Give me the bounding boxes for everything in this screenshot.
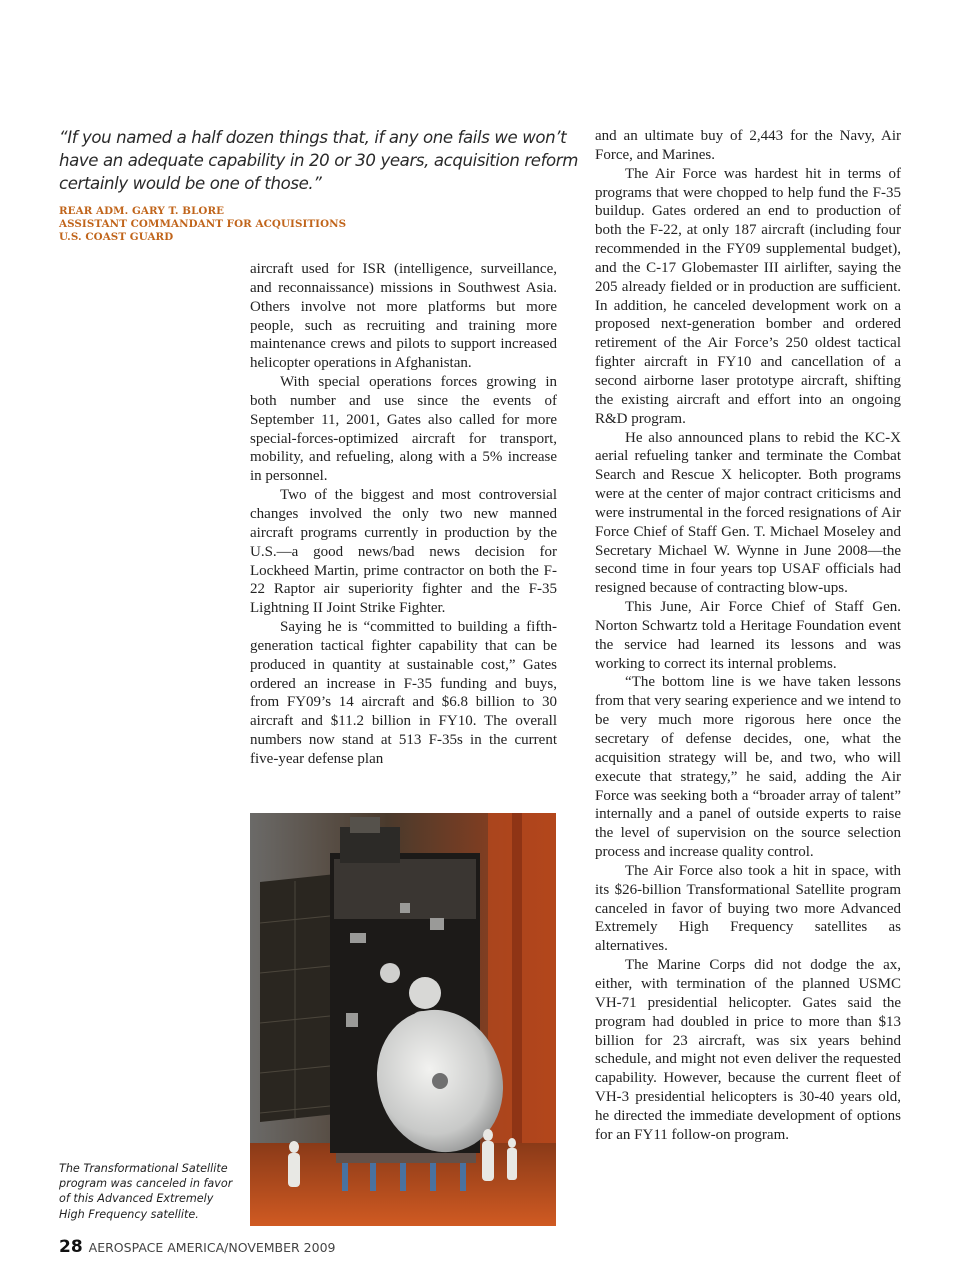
attribution-org: U.S. COAST GUARD bbox=[59, 231, 174, 243]
body-paragraph: and an ultimate buy of 2,443 for the Navy, Air Force, and Marines. bbox=[595, 128, 901, 163]
pull-quote: “If you named a half dozen things that, if any one fails we won’t have an adequate capability in 20 or 30 years, acquisition reform certainly would be one of those.” bbox=[59, 128, 578, 193]
body-paragraph: The Air Force was hardest hit in terms of programs that were chopped to help fund the F-35 buildup. Gates ordered an end to production of both the F-22, at only 187 aircraft (including four recommended in the FY09 supplemental budget), and the C-17 Globemaster III airlifter, saying the 205 already fielded or in production are sufficient. In addition, he canceled development work on a proposed next-generation bomber and ordered retirement of the Air Force’s 250 oldest tactical fighter aircraft in FY10 and cancellation of a second airborne laser prototype aircraft, shifting the existing aircraft and effort into an ongoing R&D program. bbox=[595, 165, 901, 427]
body-paragraph: The Air Force also took a hit in space, with its $26-billion Transformational Satellite program canceled in favor of buying two more Advanced Extremely High Frequency satellites as alternatives. bbox=[595, 862, 901, 955]
page-footer bbox=[59, 1237, 459, 1257]
body-paragraph: “The bottom line is we have taken lessons from that very searing experience and we intend to be very much more rigorous here once the secretary of defense decides, one, what the acquisition strategy will be, and two, who will execute that strategy,” he said, adding the Air Force was seeking both a “broader array of talent” internally and a panel of outside experts to raise the level of supervision on the source selection process and increase quality control. bbox=[595, 674, 901, 861]
attribution-name: REAR ADM. GARY T. BLORE bbox=[59, 205, 225, 217]
body-paragraph: aircraft used for ISR (intelligence, surveillance, and reconnaissance) missions in Southwest Asia. Others involve not more platforms but more people, such as recruiting and training more maintenance crews and pilots to support increased helicopter operations in Afghanistan. bbox=[250, 261, 557, 372]
page-number: 28 bbox=[59, 1237, 83, 1257]
body-paragraph: The Marine Corps did not dodge the ax, either, with termination of the planned USMC VH-71 presidential helicopter. Gates said the program had doubled in price to more than $13 billion for 23 aircraft, was six years behind schedule, and might not even deliver the requested capability. However, because the current fleet of VH-3 presidential helicopters is 30-40 years old, he directed the immediate development of options for an FY11 follow-on program. bbox=[595, 957, 901, 1143]
right-column bbox=[595, 127, 901, 1145]
body-paragraph: He also announced plans to rebid the KC-X aerial refueling tanker and terminate the Combat Search and Rescue X helicopter. Both programs were at the center of major contract criticisms and were instrumental in the forced resignations of Air Force Chief of Staff Gen. T. Michael Moseley and Secretary Michael W. Wynne in June 2008—the second time in four years top USAF officials had resigned because of contracting blow-ups. bbox=[595, 429, 901, 597]
publication-line: AEROSPACE AMERICA/NOVEMBER 2009 bbox=[88, 1240, 336, 1255]
satellite-photo bbox=[250, 813, 556, 1226]
body-paragraph: Saying he is “committed to building a fifth-generation tactical fighter capability that can be produced in quantity at sustainable cost,” Gates ordered an increase in F-35 funding and buys, from FY09’s 14 aircraft and $6.8 billion to 30 aircraft and $11.2 billion in FY10. The overall numbers now stand at 513 F-35s in the current five-year defense plan bbox=[250, 619, 557, 767]
attribution-title: ASSISTANT COMMANDANT FOR ACQUISITIONS bbox=[59, 218, 347, 230]
middle-column bbox=[250, 260, 557, 769]
body-paragraph: This June, Air Force Chief of Staff Gen. Norton Schwartz told a Heritage Foundation event the service had learned its lessons and was working to correct its internal problems. bbox=[595, 599, 901, 672]
quote-attribution bbox=[59, 205, 419, 244]
body-paragraph: Two of the biggest and most controversial changes involved the only two new manned aircraft programs currently in production by the U.S.—a good news/bad news decision for Lockheed Martin, prime contractor on both the F-22 Raptor air superiority fighter and the F-35 Lightning II Joint Strike Fighter. bbox=[250, 487, 557, 617]
body-paragraph: With special operations forces growing in both number and use since the events of September 11, 2001, Gates also called for more special-forces-optimized aircraft for transport, mobility, and refueling, along with a 5% increase in personnel. bbox=[250, 374, 557, 485]
photo-caption: The Transformational Satellite program was canceled in favor of this Advanced Extremely High Frequency satellite. bbox=[59, 1162, 233, 1221]
